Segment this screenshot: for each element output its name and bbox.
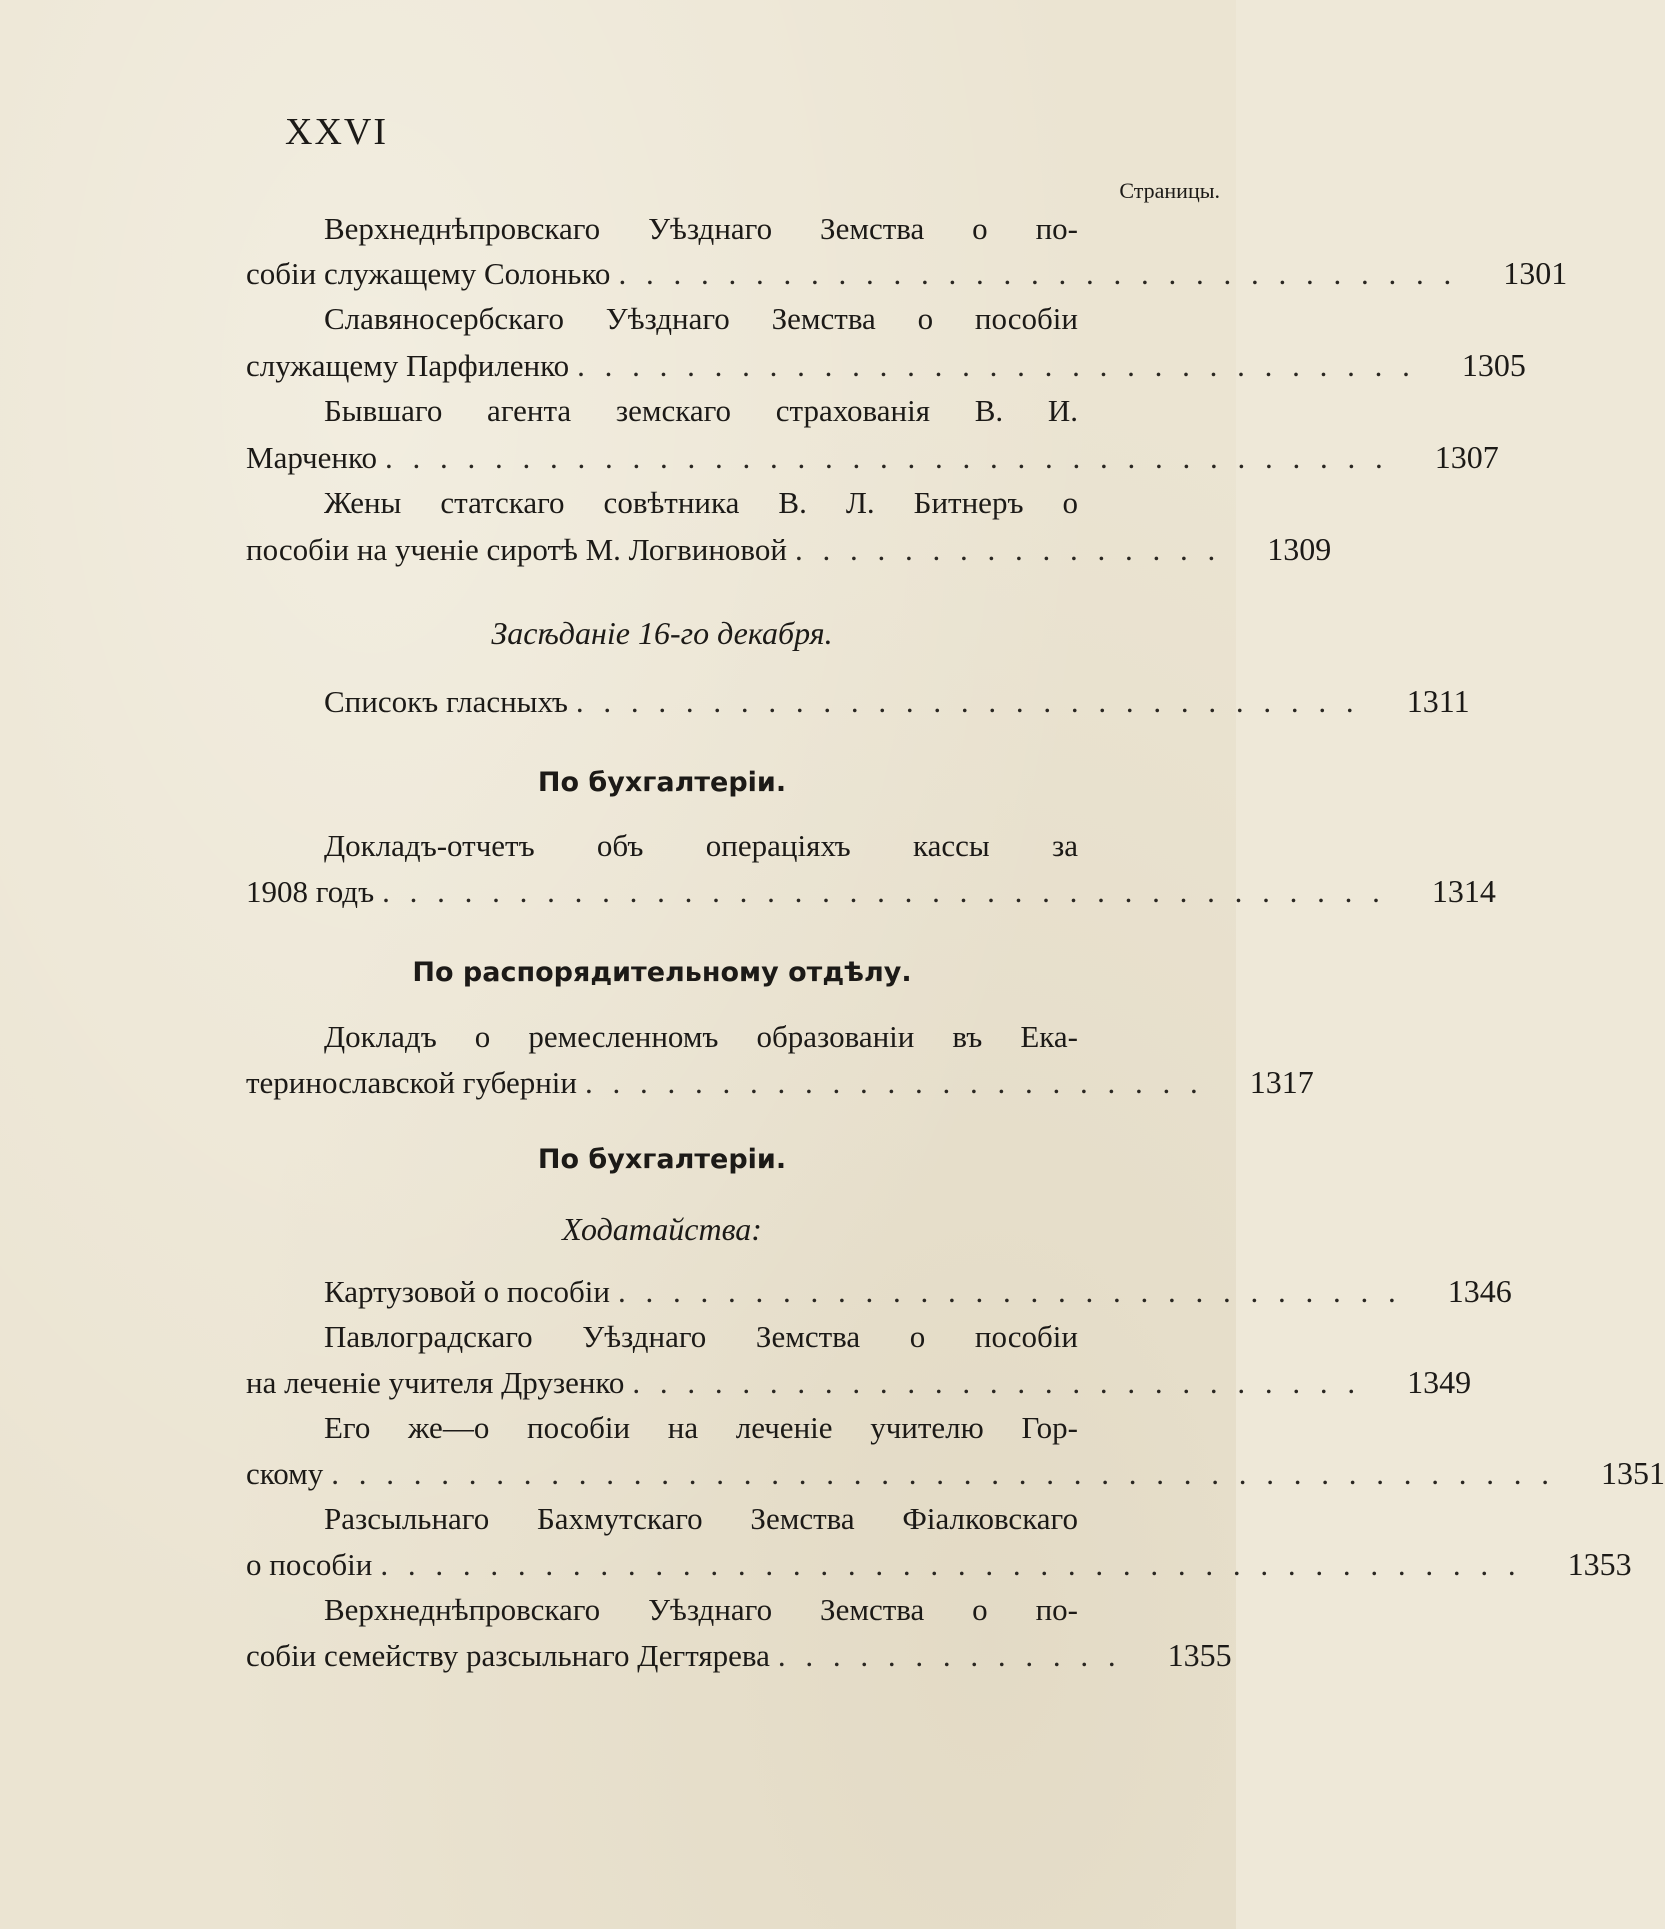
toc-entry-line: Бывшаго агента земскаго страхованія В. И. [324, 393, 1078, 428]
toc-entry-text: собіи семейству разсыльнаго Дегтярева [246, 1638, 770, 1673]
leader-dots: . . . . . . . . . . . . . . . . . . . . . . . . . . . [632, 1365, 1362, 1400]
toc-entry [246, 680, 1470, 722]
section-heading: По бухгалтеріи. [537, 1144, 787, 1175]
toc-page-number: 1314 [1431, 873, 1496, 909]
toc-page-number: 1355 [1167, 1637, 1232, 1673]
pages-column-header: Страницы. [1119, 178, 1220, 203]
toc-entry-text: 1908 годъ [246, 874, 375, 909]
toc-page-number: 1301 [1503, 255, 1568, 291]
toc-entry-text: пособіи на ученіе сиротѣ М. Логвиновой [246, 532, 787, 567]
toc-entry-text: Картузовой о пособіи [324, 1274, 610, 1309]
toc-entry-text: о пособіи [246, 1547, 373, 1582]
toc-entry [246, 1061, 1314, 1103]
toc-entry-line: Славяносербскаго Уѣзднаго Земства о пособіи [324, 301, 1078, 336]
leader-dots: . . . . . . . . . . . . . . . . . . . . . . . . . . . . . [575, 684, 1360, 719]
toc-page-number: 1305 [1461, 347, 1526, 383]
toc-page-number: 1353 [1567, 1546, 1632, 1582]
session-heading: Засѣданіе 16-го декабря. [491, 615, 833, 651]
toc-entry-text: на леченіе учителя Друзенко [246, 1365, 625, 1400]
section-heading: По бухгалтеріи. [537, 767, 787, 798]
toc-entry-text: Марченко [246, 440, 377, 475]
toc-entry [246, 1634, 1232, 1676]
page-number: XXVI [285, 111, 388, 153]
toc-page-number: 1311 [1406, 683, 1470, 719]
leader-dots: . . . . . . . . . . . . . . . . . . . . . . . . . . . . . . . . . . . . . . . . . . . . . [331, 1456, 1556, 1491]
section-heading: По распорядительному отдѣлу. [412, 957, 912, 988]
leader-dots: . . . . . . . . . . . . . . . . . . . . . . . . . . . . . . . . . . . . . [384, 440, 1389, 475]
leader-dots: . . . . . . . . . . . . . . . . . . . . . . . . . . . . . . . . . . . . . . . . . . [380, 1547, 1522, 1582]
toc-entry [246, 528, 1332, 570]
toc-entry-line: Верхнеднѣпровскаго Уѣзднаго Земства о по- [324, 1592, 1078, 1627]
petitions-heading: Ходатайства: [562, 1211, 762, 1247]
toc-entry-text: служащему Парфиленко [246, 348, 570, 383]
toc-entry [246, 252, 1568, 294]
toc-entry [246, 1543, 1632, 1585]
leader-dots: . . . . . . . . . . . . . . . . . . . . . . . . . . . . . [617, 1274, 1402, 1309]
toc-page-number: 1307 [1434, 439, 1499, 475]
toc-entry [246, 436, 1499, 478]
toc-entry-line: Его же—о пособіи на леченіе учителю Гор- [324, 1410, 1078, 1445]
toc-entry [246, 1270, 1512, 1312]
leader-dots: . . . . . . . . . . . . . . . . . . . . . . . . . . . . . . . [618, 256, 1458, 291]
toc-page-number: 1309 [1267, 531, 1332, 567]
leader-dots: . . . . . . . . . . . . . . . . . . . . . . . [585, 1065, 1204, 1100]
toc-entry-text: собіи служащему Солонько [246, 256, 611, 291]
toc-entry-text: Списокъ гласныхъ [324, 684, 568, 719]
leader-dots: . . . . . . . . . . . . . . . . . . . . . . . . . . . . . . . . . . . . . [382, 874, 1386, 909]
toc-entry-line: Разсыльнаго Бахмутскаго Земства Фіалковскаго [324, 1501, 1078, 1536]
leader-dots: . . . . . . . . . . . . . [777, 1638, 1122, 1673]
toc-entry [246, 344, 1526, 386]
leader-dots: . . . . . . . . . . . . . . . . . . . . . . . . . . . . . . . [577, 348, 1416, 383]
toc-entry [246, 870, 1496, 912]
toc-entry-line: Павлоградскаго Уѣзднаго Земства о пособіи [324, 1319, 1078, 1354]
toc-entry [246, 1361, 1472, 1403]
toc-page-number: 1346 [1447, 1273, 1512, 1309]
toc-entry-line: Жены статскаго совѣтника В. Л. Битнеръ о [324, 485, 1078, 520]
toc-entry-text: скому [246, 1456, 324, 1491]
toc-page-number: 1351 [1601, 1455, 1665, 1491]
toc-page-number: 1349 [1407, 1364, 1472, 1400]
toc-entry-line: Верхнеднѣпровскаго Уѣзднаго Земства о по- [324, 211, 1078, 246]
toc-page-number: 1317 [1249, 1064, 1314, 1100]
toc-entry [246, 1452, 1665, 1494]
toc-entry-line: Докладъ-отчетъ объ операціяхъ кассы за [324, 828, 1078, 863]
leader-dots: . . . . . . . . . . . . . . . . [794, 532, 1222, 567]
toc-entry-line: Докладъ о ремесленномъ образованіи въ Ека- [324, 1019, 1078, 1054]
toc-entry-text: теринославской губерніи [246, 1065, 578, 1100]
